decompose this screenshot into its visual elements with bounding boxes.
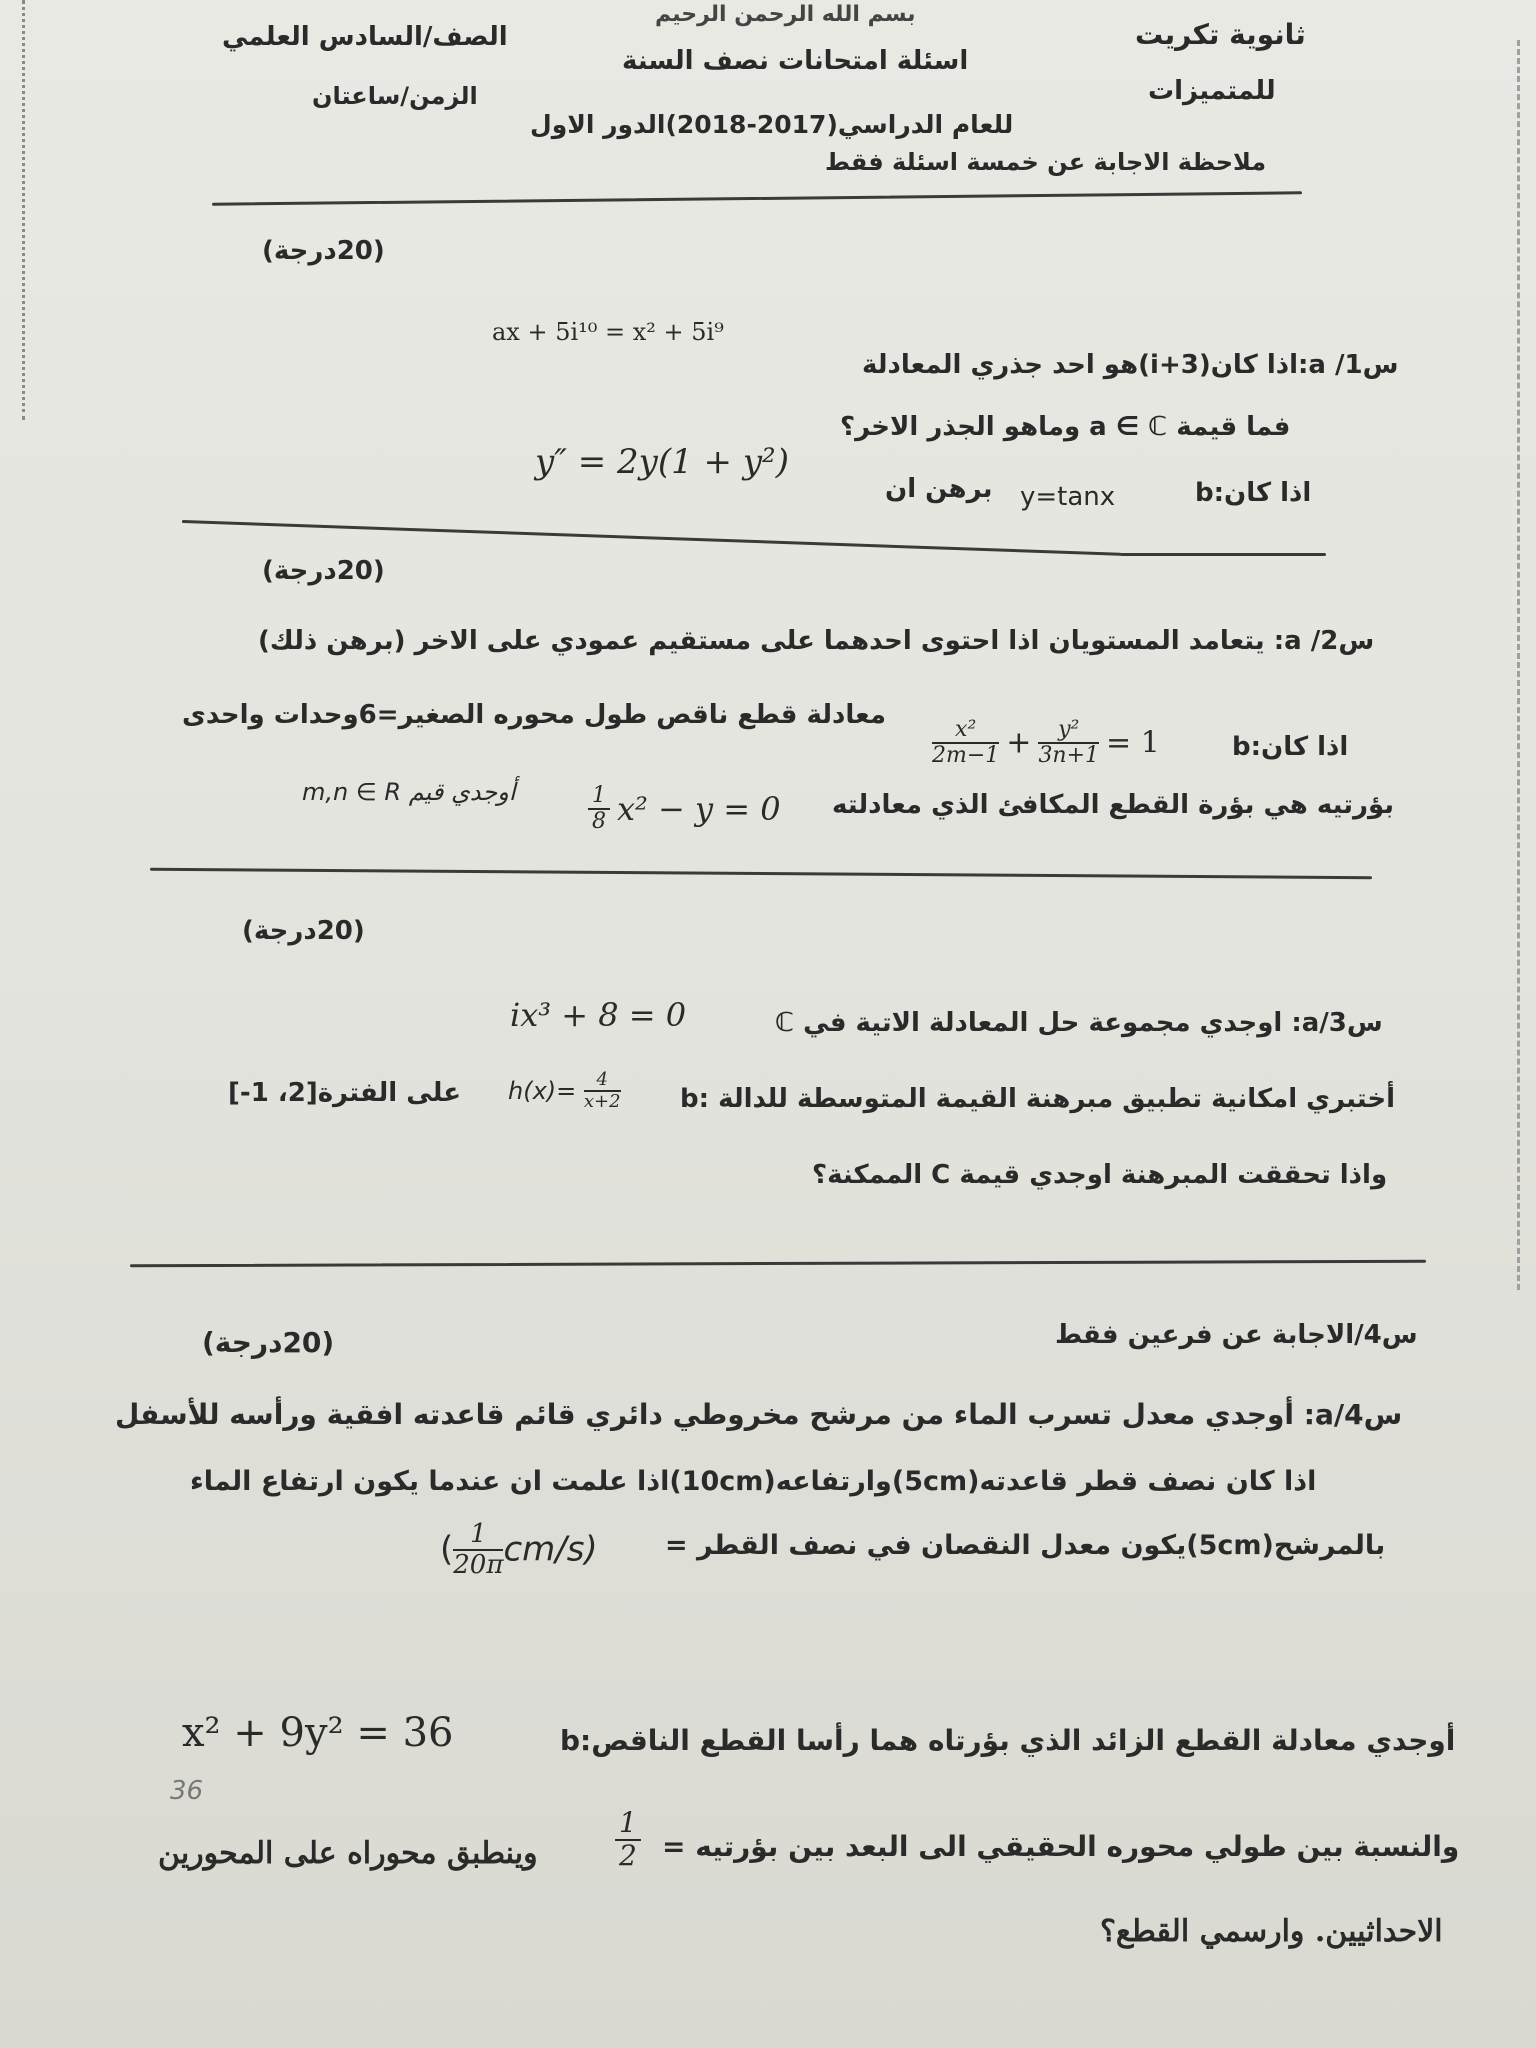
q2-b-frac1 (932, 718, 999, 768)
grade-label: الصف/السادس العلمي (222, 22, 508, 52)
exam-title: اسئلة امتحانات نصف السنة (622, 46, 969, 76)
q3-b-frac-den: x+2 (583, 1090, 621, 1112)
q4-b-frac (615, 1808, 641, 1872)
q2-b-frac3 (588, 784, 610, 834)
q4-b-equation: x² + 9y² = 36 (182, 1710, 454, 1756)
q4-a-frac-num: 1 (453, 1520, 503, 1551)
q2-b-plus: + (1006, 725, 1032, 761)
divider-1 (212, 191, 1302, 205)
q4-b-text2: والنسبة بين طولي محوره الحقيقي الى البعد بين بؤرتيه = (662, 1830, 1460, 1863)
q3-b-func-wrap (508, 1070, 621, 1112)
divider-4 (130, 1260, 1426, 1268)
q3-a-text: س3/a: اوجدي مجموعة حل المعادلة الاتية في ℂ (775, 1008, 1383, 1038)
q3-b-frac (584, 1070, 621, 1112)
q2-b-text4: أوجدي قيم m,n ∈ R (302, 778, 516, 806)
q4-b-scribble: 36 (170, 1776, 204, 1806)
q4-b-frac-den: 2 (619, 1838, 637, 1872)
q4-b-text4: الاحداثيين. وارسمي القطع؟ (1100, 1914, 1443, 1949)
q2-a-text: س2/ a: يتعامد المستويان اذا احتوى احدهما على مستقيم عمودي على الاخر (برهن ذلك) (258, 626, 1375, 656)
q2-b-frac1-num: x² (932, 718, 999, 744)
q4-a-text3: بالمرشح(5cm)يكون معدل النقصان في نصف القطر = (665, 1530, 1386, 1561)
q4-a-units: cm/s) (503, 1529, 598, 1570)
q3-b-func: h(x)= (508, 1076, 577, 1105)
q2-b-frac3-den: 8 (592, 809, 606, 835)
basmala: بسم الله الرحمن الرحيم (655, 2, 916, 27)
q3-b-frac-num: 4 (584, 1070, 621, 1092)
q2-b-eq2: x² − y = 0 (617, 790, 781, 829)
q4-a-text2: اذا كان نصف قطر قاعدته(5cm)وارتفاعه(10cm)اذا علمت ان عندما يكون ارتفاع الماء (190, 1466, 1317, 1497)
divider-3 (150, 868, 1372, 880)
q1-b-prove: برهن ان (885, 474, 993, 504)
q4-a-text1: س4/a: أوجدي معدل تسرب الماء من مرشح مخروطي دائري قائم قاعدته افقية ورأسه للأسفل (115, 1398, 1403, 1431)
q2-b-text1: b:اذا كان (1232, 732, 1349, 762)
exam-note: ملاحظة الاجابة عن خمسة اسئلة فقط (825, 148, 1267, 176)
school-name: ثانوية تكريت (1135, 18, 1306, 51)
q3-b-text2: واذا تحققت المبرهنة اوجدي قيمة C الممكنة؟ (812, 1160, 1388, 1190)
q3-a-equation: ix³ + 8 = 0 (510, 996, 687, 1034)
q1-a-text2: فما قيمة a ∈ ℂ وماهو الجذر الاخر؟ (840, 412, 1291, 442)
divider-2b (1120, 553, 1326, 556)
q4-b-frac-num: 1 (615, 1808, 641, 1841)
q4-b-text1: b:أوجدي معادلة القطع الزائد الذي بؤرتاه هما رأسا القطع الناقص (560, 1724, 1456, 1757)
q4-a-frac (453, 1520, 503, 1579)
q1-b-y: y=tanx (1020, 482, 1116, 512)
paper-edge-right (1517, 40, 1530, 1290)
divider-2a (182, 520, 1122, 556)
q2-b-frac2-den: 3n+1 (1038, 743, 1100, 769)
q1-b-text: b:اذا كان (1195, 478, 1312, 508)
time-label: الزمن/ساعتان (312, 82, 478, 110)
q4-a-rate (440, 1520, 598, 1579)
q1-a-text: س1/ a:اذا كان(3+i)هو احد جذري المعادلة (862, 350, 1399, 380)
q2-b-frac2 (1038, 718, 1099, 768)
q1-b-equation: y″ = 2y(1 + y²) (535, 442, 789, 482)
q1-a-equation: ax + 5i¹⁰ = x² + 5i⁹ (492, 318, 724, 346)
q2-b-ellipse (932, 718, 1160, 768)
q2-b-parabola (588, 784, 781, 834)
q2-b-frac1-den: 2m−1 (932, 743, 1000, 769)
q4-b-text3: وينطبق محوراه على المحورين (158, 1836, 538, 1871)
q4-b-ratio (615, 1808, 641, 1872)
paper-edge-left (0, 0, 25, 420)
academic-year: للعام الدراسي(2017-2018)الدور الاول (530, 110, 1014, 139)
q3-b-interval: على الفترة[2، 1-] (228, 1078, 461, 1108)
q3-marks: (20درجة) (242, 916, 365, 946)
q4-heading: س4/الاجابة عن فرعين فقط (1055, 1320, 1418, 1350)
q2-b-text3: بؤرتيه هي بؤرة القطع المكافئ الذي معادلته (832, 790, 1395, 820)
q4-marks: (20درجة) (202, 1326, 335, 1359)
students-label: للمتميزات (1148, 76, 1276, 106)
q2-b-eq1: = 1 (1106, 725, 1160, 761)
q2-b-frac3-num: 1 (588, 784, 610, 810)
q3-b-text: b: أختبري امكانية تطبيق مبرهنة القيمة المتوسطة للدالة (680, 1084, 1396, 1114)
q4-a-frac-den: 20π (453, 1549, 504, 1580)
q2-b-frac2-num: y² (1038, 718, 1099, 744)
q2-marks: (20درجة) (262, 556, 385, 586)
q2-b-text2: معادلة قطع ناقص طول محوره الصغير=6وحدات واحدى (182, 700, 886, 730)
q1-marks: (20درجة) (262, 236, 385, 266)
q4-a-paren: ( (440, 1529, 454, 1570)
